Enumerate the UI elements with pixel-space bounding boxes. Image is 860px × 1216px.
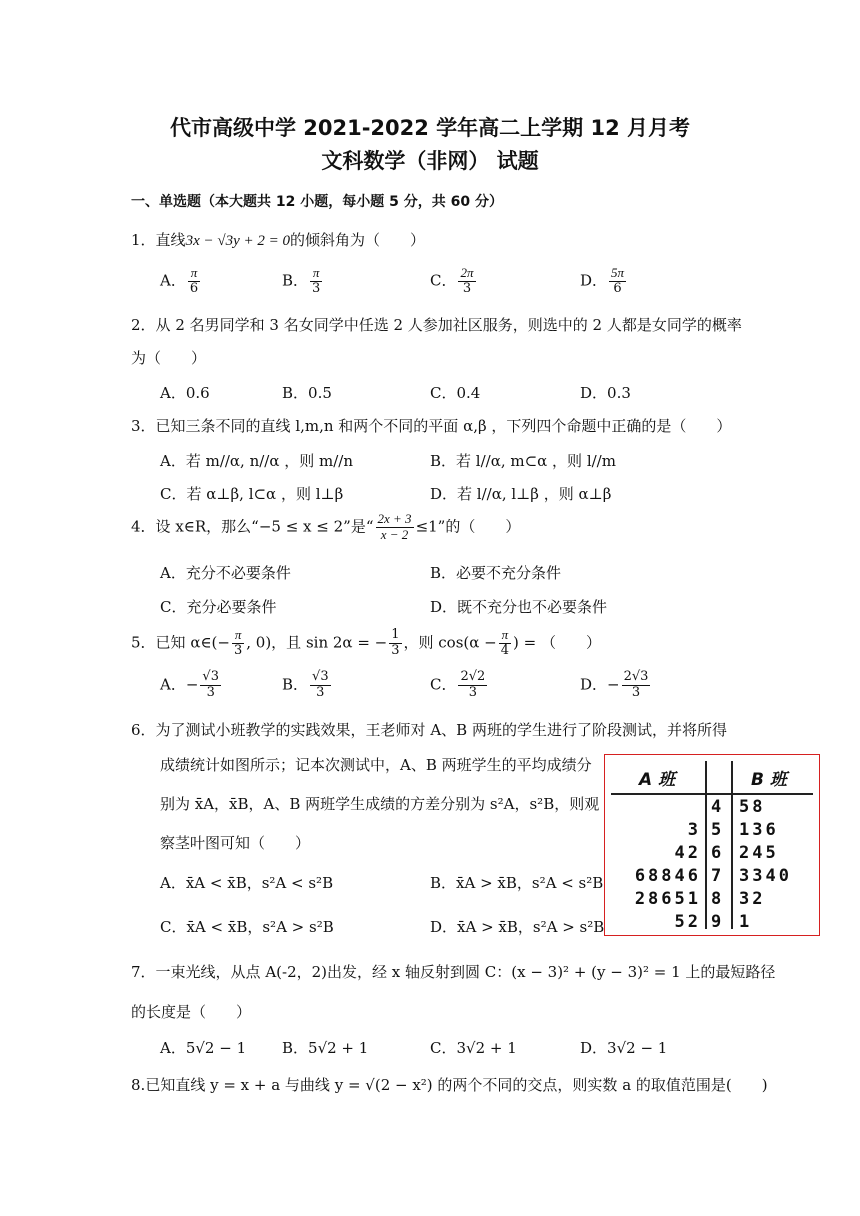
q2-option-b[interactable]: B．0.5 — [282, 384, 332, 402]
q7-option-d[interactable]: D．3√2 − 1 — [580, 1039, 668, 1057]
question-number: 1． — [131, 231, 156, 249]
q1-option-c[interactable]: C． $\frac{2\pi}{3}$ — [430, 265, 474, 296]
question-6-line2: 成绩统计如图所示；记本次测试中，A、B 两班学生的平均成绩分 — [160, 756, 592, 774]
q3-option-a[interactable]: A．若 m//α, n//α ，则 m//n — [160, 452, 354, 470]
q4-option-d[interactable]: D．既不充分也不必要条件 — [430, 598, 608, 616]
q7-option-a[interactable]: A．5√2 − 1 — [160, 1039, 247, 1057]
line-equation: 3x − √3y + 2 = 0 — [185, 233, 290, 249]
q5-option-d[interactable]: D．− $\frac{2√3}{3}$ — [580, 669, 649, 700]
question-number: 7． — [131, 963, 156, 981]
question-4: 4．设 x∈R，那么“−5 ≤ x ≤ 2”是“ $\frac{2x + 3}{x - 2}$ ≤1”的（ ） — [131, 511, 521, 542]
leaf-b-row: 245 — [739, 843, 779, 863]
q1-option-a[interactable]: A． $\frac{\pi}{6}$ — [160, 265, 199, 296]
q3-option-d[interactable]: D．若 l//α, l⊥β ，则 α⊥β — [430, 485, 612, 503]
leaf-b-row: 58 — [739, 797, 766, 817]
question-1: 1．直线3x − √3y + 2 = 0的倾斜角为（ ） — [131, 231, 425, 249]
question-number: 6． — [131, 721, 156, 739]
class-b-header: B 班 — [751, 770, 787, 790]
q7-option-c[interactable]: C．3√2 + 1 — [430, 1039, 517, 1057]
header-divider — [611, 793, 813, 795]
exam-title-line1: 代市高级中学 2021-2022 学年高二上学期 12 月月考 — [169, 116, 691, 140]
q5-option-c[interactable]: C． $\frac{2√2}{3}$ — [430, 669, 486, 700]
q2-option-a[interactable]: A．0.6 — [160, 384, 210, 402]
stem-value: 8 — [711, 889, 725, 909]
question-7-cont: 的长度是（ ） — [131, 1003, 252, 1021]
q5-option-a[interactable]: A．− $\frac{√3}{3}$ — [160, 669, 219, 700]
class-a-header: A 班 — [639, 770, 676, 790]
stem-value: 5 — [711, 820, 725, 840]
question-5: 5．已知 α∈(− $\frac{\pi}{3}$ , 0)，且 sin 2α = − $\frac{1}{3}$ ，则 cos(α − $\frac{\pi}{4}$ ) = （ ） — [131, 627, 601, 658]
question-number: 2． — [131, 316, 156, 334]
leaf-b-row: 32 — [739, 889, 766, 909]
question-number: 4． — [131, 517, 156, 536]
q4-option-b[interactable]: B．必要不充分条件 — [430, 564, 562, 582]
leaf-a-row: 68846 — [634, 866, 701, 886]
stem-value: 6 — [711, 843, 725, 863]
stem-leaf-plot — [604, 754, 820, 936]
q4-option-a[interactable]: A．充分不必要条件 — [160, 564, 291, 582]
q1-option-b[interactable]: B． $\frac{\pi}{3}$ — [282, 265, 321, 296]
q5-option-b[interactable]: B． $\frac{√3}{3}$ — [282, 669, 329, 700]
question-2: 2．从 2 名男同学和 3 名女同学中任选 2 人参加社区服务，则选中的 2 人都是女同学的概率 — [131, 316, 742, 334]
question-7: 7．一束光线，从点 A(-2，2)出发，经 x 轴反射到圆 C：(x − 3)² + (y − 3)² = 1 上的最短路径 — [131, 963, 776, 981]
question-2-cont: 为（ ） — [131, 349, 207, 367]
leaf-b-row: 136 — [739, 820, 779, 840]
q6-option-b[interactable]: B．x̄A > x̄B，s²A < s²B — [430, 874, 604, 892]
question-number: 3． — [131, 417, 156, 435]
leaf-b-row: 3340 — [739, 866, 792, 886]
q2-option-c[interactable]: C．0.4 — [430, 384, 481, 402]
question-6-line4: 察茎叶图可知（ ） — [160, 834, 311, 852]
leaf-a-row: 3 — [687, 820, 701, 840]
question-number: 8. — [131, 1076, 146, 1094]
stem-value: 4 — [711, 797, 725, 817]
stem-divider-left — [705, 761, 707, 929]
exam-title-line2: 文科数学（非网） 试题 — [321, 149, 539, 173]
question-number: 5． — [131, 633, 156, 652]
q3-option-b[interactable]: B．若 l//α, m⊂α ，则 l//m — [430, 452, 616, 470]
section-single-choice: 一、单选题（本大题共 12 小题，每小题 5 分，共 60 分） — [131, 194, 503, 210]
stem-divider-right — [731, 761, 733, 929]
leaf-a-row: 42 — [674, 843, 701, 863]
q6-option-c[interactable]: C．x̄A < x̄B，s²A > s²B — [160, 918, 334, 936]
stem-value: 7 — [711, 866, 725, 886]
stem-value: 9 — [711, 912, 725, 932]
question-3: 3．已知三条不同的直线 l,m,n 和两个不同的平面 α,β ，下列四个命题中正确的是（ ） — [131, 417, 732, 435]
q6-option-a[interactable]: A．x̄A < x̄B，s²A < s²B — [160, 874, 334, 892]
q7-option-b[interactable]: B．5√2 + 1 — [282, 1039, 369, 1057]
q3-option-c[interactable]: C．若 α⊥β, l⊂α ，则 l⊥β — [160, 485, 344, 503]
q4-option-c[interactable]: C．充分必要条件 — [160, 598, 277, 616]
q2-option-d[interactable]: D．0.3 — [580, 384, 631, 402]
leaf-a-row: 28651 — [634, 889, 701, 909]
q1-option-d[interactable]: D． $\frac{5\pi}{6}$ — [580, 265, 625, 296]
leaf-a-row: 52 — [674, 912, 701, 932]
q6-option-d[interactable]: D．x̄A > x̄B，s²A > s²B — [430, 918, 605, 936]
leaf-b-row: 1 — [739, 912, 753, 932]
question-8: 8.已知直线 y = x + a 与曲线 y = √(2 − x²) 的两个不同的交点，则实数 a 的取值范围是( ) — [131, 1076, 768, 1094]
question-6-line3: 别为 x̄A，x̄B，A、B 两班学生成绩的方差分别为 s²A，s²B，则观 — [160, 795, 600, 813]
question-6: 6．为了测试小班教学的实践效果，王老师对 A、B 两班的学生进行了阶段测试，并将所得 — [131, 721, 727, 739]
